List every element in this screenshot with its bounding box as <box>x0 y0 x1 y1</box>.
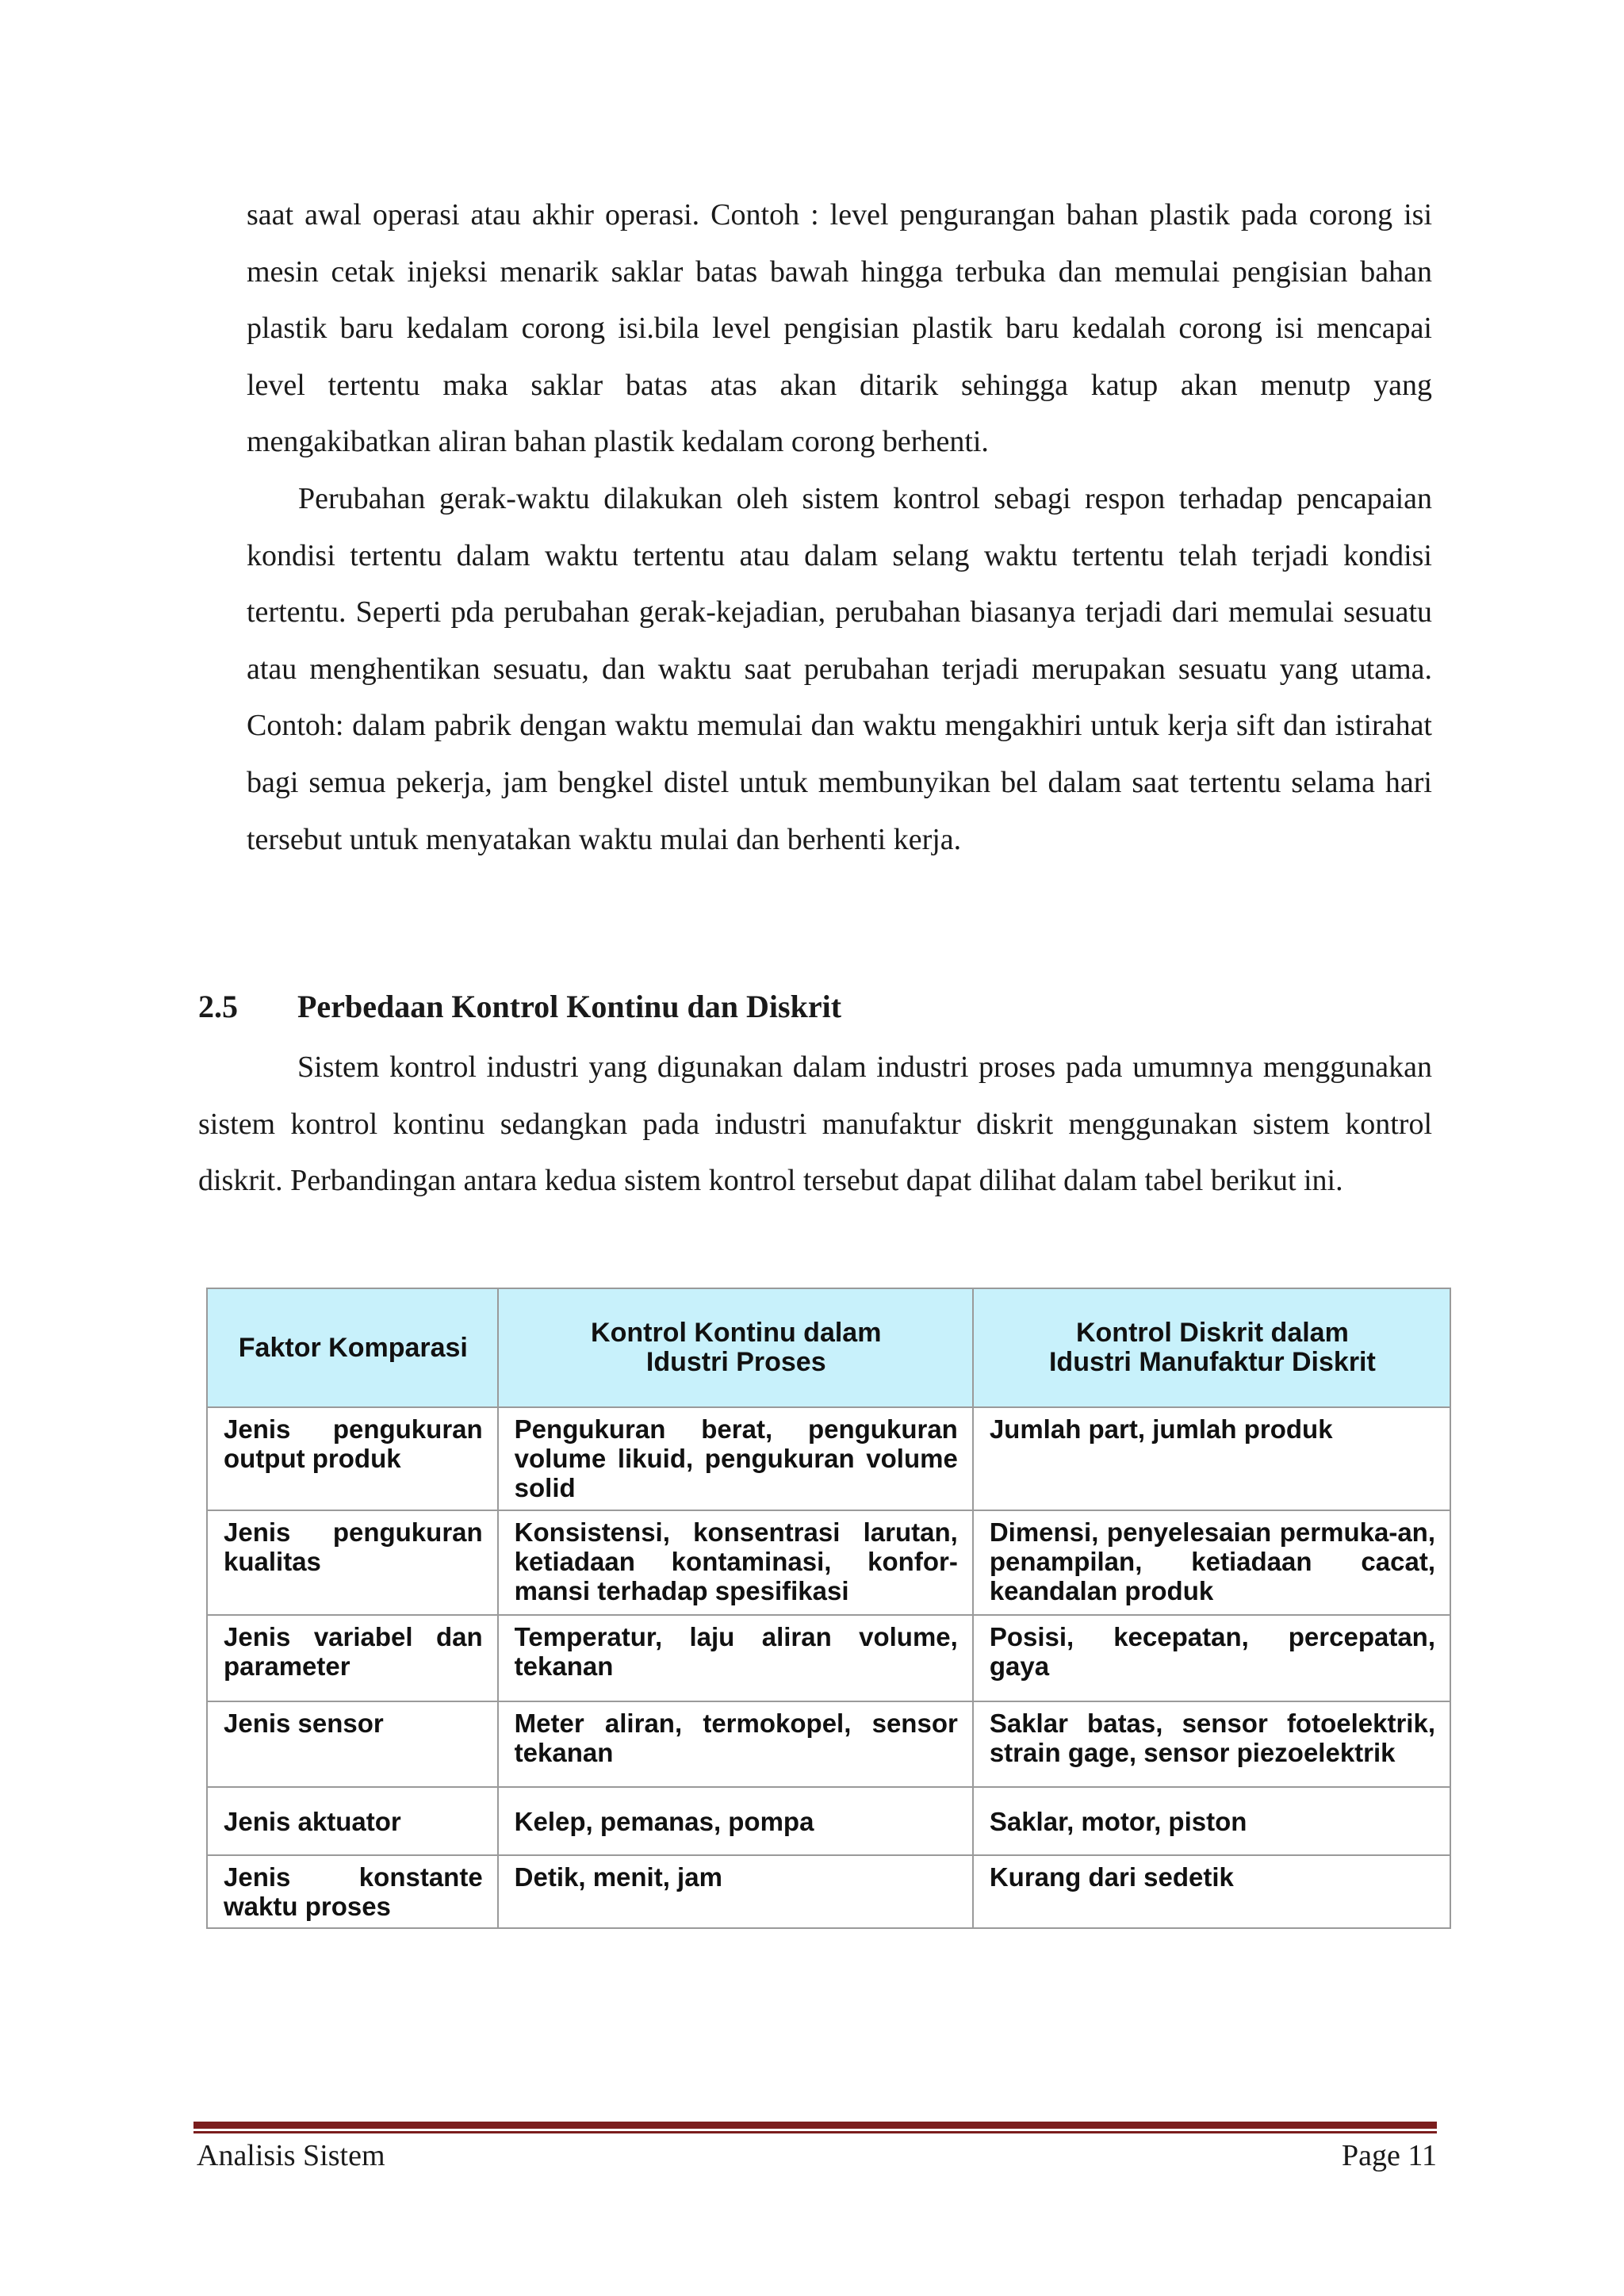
table-row <box>207 1855 1450 1928</box>
table-header-row <box>207 1288 1450 1407</box>
cell-factor: Jenis sensor <box>207 1701 498 1787</box>
comparison-table <box>206 1288 1451 1929</box>
table-row <box>207 1407 1450 1510</box>
cell-continuous: Temperatur, laju aliran volume, tekanan <box>498 1615 973 1701</box>
cell-continuous: Detik, menit, jam <box>498 1855 973 1928</box>
paragraph-text: Perubahan gerak-waktu dilakukan oleh sistem kontrol sebagi respon terhadap pencapaian kondisi tertentu dalam waktu tertentu atau dalam selang waktu tertentu telah terjadi kondisi tertentu. Seperti pda perubahan gerak-kejadian, perubahan biasanya terjadi dari memulai sesuatu atau menghentikan sesuatu, dan waktu saat perubahan terjadi merupakan sesuatu yang utama. Contoh: dalam pabrik dengan waktu memulai dan waktu mengakhiri untuk kerja sift dan istirahat bagi semua pekerja, jam bengkel distel untuk membunyikan bel dalam saat tertentu selama hari tersebut untuk menyatakan waktu mulai dan berhenti kerja. <box>247 482 1432 856</box>
section-title: Perbedaan Kontrol Kontinu dan Diskrit <box>297 989 842 1024</box>
footer-rule-thick <box>193 2122 1437 2129</box>
header-factor: Faktor Komparasi <box>207 1288 498 1407</box>
paragraph-gerak-waktu <box>247 471 1432 868</box>
header-continuous: Kontrol Kontinu dalam Idustri Proses <box>498 1288 973 1407</box>
cell-discrete: Jumlah part, jumlah produk <box>973 1407 1450 1510</box>
cell-factor: Jenis konstante waktu proses <box>207 1855 498 1928</box>
section-number: 2.5 <box>198 989 238 1024</box>
cell-discrete: Kurang dari sedetik <box>973 1855 1450 1928</box>
cell-factor: Jenis variabel dan parameter <box>207 1615 498 1701</box>
table-row <box>207 1787 1450 1855</box>
table-row <box>207 1701 1450 1787</box>
paragraph-text: saat awal operasi atau akhir operasi. Contoh : level pengurangan bahan plastik pada corong isi mesin cetak injeksi menarik saklar batas bawah hingga terbuka dan memulai pengisian bahan plastik baru kedalam corong isi.bila level pengisian plastik baru kedalah corong isi mencapai level tertentu maka saklar batas atas akan ditarik sehingga katup akan menutp yang mengakibatkan aliran bahan plastik kedalam corong berhenti. <box>247 198 1432 459</box>
cell-factor: Jenis aktuator <box>207 1787 498 1855</box>
footer-document-title: Analisis Sistem <box>197 2139 385 2172</box>
header-discrete: Kontrol Diskrit dalam Idustri Manufaktur Diskrit <box>973 1288 1450 1407</box>
paragraph-text: Sistem kontrol industri yang digunakan dalam industri proses pada umumnya menggunakan sistem kontrol kontinu sedangkan pada industri manufaktur diskrit menggunakan sistem kontrol diskrit. Perbandingan antara kedua sistem kontrol tersebut dapat dilihat dalam tabel berikut ini. <box>198 1050 1432 1198</box>
cell-discrete: Saklar, motor, piston <box>973 1787 1450 1855</box>
cell-discrete: Saklar batas, sensor fotoelektrik, strain gage, sensor piezoelektrik <box>973 1701 1450 1787</box>
cell-factor: Jenis pengukuran kualitas <box>207 1510 498 1615</box>
cell-discrete: Posisi, kecepatan, percepatan, gaya <box>973 1615 1450 1701</box>
cell-continuous: Pengukuran berat, pengukuran volume likuid, pengukuran volume solid <box>498 1407 973 1510</box>
cell-discrete: Dimensi, penyelesaian permuka-an, penampilan, ketiadaan cacat, keandalan produk <box>973 1510 1450 1615</box>
cell-continuous: Meter aliran, termokopel, sensor tekanan <box>498 1701 973 1787</box>
section-heading <box>198 983 841 1031</box>
cell-continuous: Konsistensi, konsentrasi larutan, ketiadaan kontaminasi, konfor-mansi terhadap spesifikasi <box>498 1510 973 1615</box>
cell-continuous: Kelep, pemanas, pompa <box>498 1787 973 1855</box>
footer-page-number: Page 11 <box>1342 2139 1437 2172</box>
paragraph-section-intro <box>198 1039 1432 1210</box>
footer-rule-thin <box>193 2131 1437 2133</box>
table-row <box>207 1510 1450 1615</box>
cell-factor: Jenis pengukuran output produk <box>207 1407 498 1510</box>
table-row <box>207 1615 1450 1701</box>
paragraph-continuation <box>247 187 1432 471</box>
